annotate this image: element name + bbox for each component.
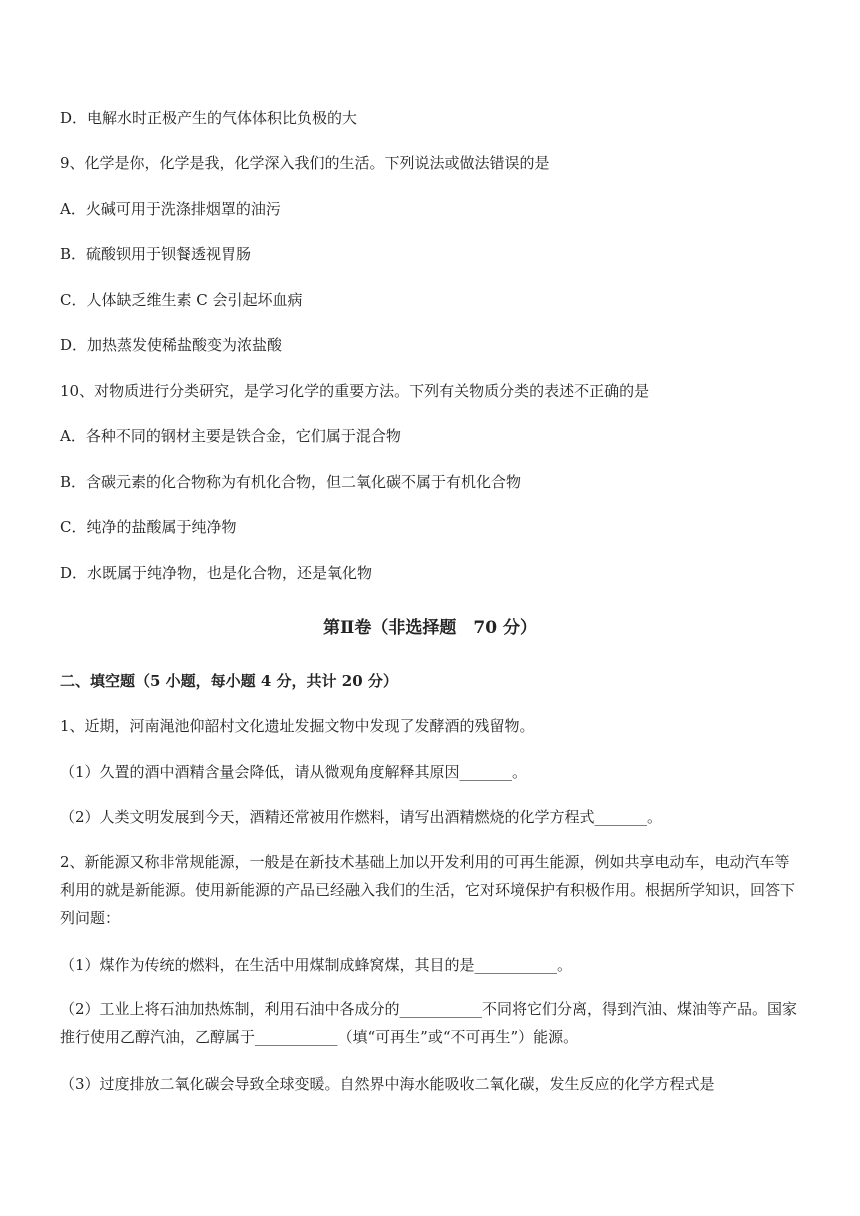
fill2-part3: （3）过度排放二氧化碳会导致全球变暖。自然界中海水能吸收二氧化碳，发生反应的化学方程式是 — [60, 1075, 715, 1093]
q8-option-d: D．电解水时正极产生的气体体积比负极的大 — [60, 109, 358, 127]
q9-option-c: C．人体缺乏维生素 C 会引起坏血病 — [60, 291, 303, 309]
q10-option-d: D．水既属于纯净物，也是化合物，还是氧化物 — [60, 564, 373, 582]
q9-stem: 9、化学是你，化学是我，化学深入我们的生活。下列说法或做法错误的是 — [60, 154, 550, 172]
q9-option-b: B．硫酸钡用于钡餐透视胃肠 — [60, 245, 252, 263]
q9-option-a: A．火碱可用于洗涤排烟罩的油污 — [60, 200, 281, 218]
q10-option-a: A．各种不同的钢材主要是铁合金，它们属于混合物 — [60, 427, 401, 445]
fill2-part2: （2）工业上将石油加热炼制，利用石油中各成分的___________不同将它们分离，得到汽油、煤油等产品。国家推行使用乙醇汽油，乙醇属于___________（填“可再生”或“不可再生”）能源。 — [60, 1000, 798, 1046]
section2-title: 二、填空题（5 小题，每小题 4 分，共计 20 分） — [60, 672, 398, 690]
q10-stem: 10、对物质进行分类研究，是学习化学的重要方法。下列有关物质分类的表述不正确的是 — [60, 382, 650, 400]
fill2-stem: 2、新能源又称非常规能源，一般是在新技术基础上加以开发利用的可再生能源，例如共享电动车，电动汽车等利用的就是新能源。使用新能源的产品已经融入我们的生活，它对环境保护有积极作用。根据所学知识，回答下列问题： — [60, 853, 796, 927]
fill2-part1: （1）煤作为传统的燃料，在生活中用煤制成蜂窝煤，其目的是___________。 — [60, 956, 573, 974]
part2-title: 第Ⅱ卷（非选择题 70 分） — [323, 618, 537, 638]
fill1-stem: 1、近期，河南渑池仰韶村文化遗址发掘文物中发现了发酵酒的残留物。 — [60, 717, 535, 735]
q10-option-c: C．纯净的盐酸属于纯净物 — [60, 518, 237, 536]
q10-option-b: B．含碳元素的化合物称为有机化合物，但二氧化碳不属于有机化合物 — [60, 473, 522, 491]
fill1-part1: （1）久置的酒中酒精含量会降低，请从微观角度解释其原因_______。 — [60, 763, 528, 781]
fill1-part2: （2）人类文明发展到今天，酒精还常被用作燃料，请写出酒精燃烧的化学方程式_______。 — [60, 808, 663, 826]
q9-option-d: D．加热蒸发使稀盐酸变为浓盐酸 — [60, 336, 283, 354]
